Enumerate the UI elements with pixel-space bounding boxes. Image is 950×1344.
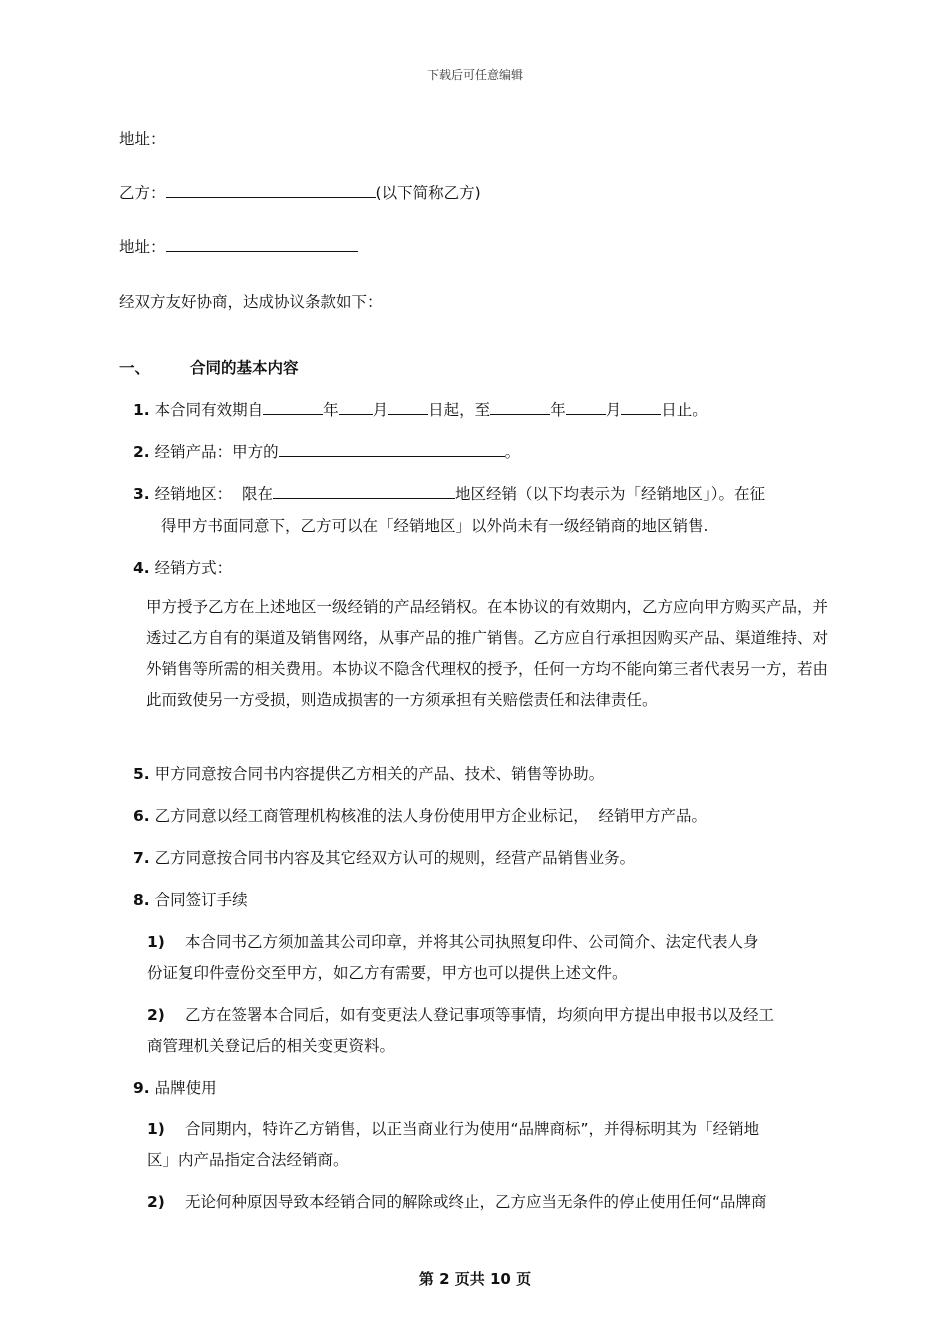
page-header-note: 下载后可任意编辑	[426, 68, 523, 82]
item-9-sub-2	[147, 1190, 767, 1212]
address-b-line	[119, 235, 358, 257]
start-day-blank[interactable]	[388, 400, 428, 415]
address-b-blank[interactable]	[166, 237, 358, 252]
item-8-sub-2-label: 2)	[147, 1006, 165, 1024]
item-8-sub-2	[147, 1003, 774, 1025]
item-7-number: 7.	[133, 849, 150, 867]
item-3-line2: 得甲方书面同意下，乙方可以在「经销地区」以外尚未有一级经销商的地区销售.	[161, 517, 709, 535]
item-1-number: 1.	[133, 401, 150, 419]
page-number: 第 2 页共 10 页	[418, 1270, 532, 1288]
item-5	[133, 762, 604, 784]
item-9-sub-1-line2: 区」内产品指定合法经销商。	[147, 1151, 349, 1169]
item-3-number: 3.	[133, 485, 150, 503]
item-5-text: 甲方同意按合同书内容提供乙方相关的产品、技术、销售等协助。	[154, 765, 605, 783]
item-9-number: 9.	[133, 1079, 150, 1097]
item-9-sub-1-line1: 合同期内，特许乙方销售，以正当商业行为使用“品牌商标”，并得标明其为「经销地	[185, 1120, 760, 1138]
section-number: 一、	[119, 359, 151, 377]
item-1	[133, 398, 708, 420]
start-year-blank[interactable]	[263, 400, 323, 415]
item-8	[133, 888, 248, 910]
party-b-line	[119, 181, 481, 203]
item-8-sub-1-line1: 本合同书乙方须加盖其公司印章，并将其公司执照复印件、公司简介、法定代表人身	[185, 933, 759, 951]
item-1-part-6: 日止。	[661, 401, 708, 419]
start-month-blank[interactable]	[339, 400, 373, 415]
item-4-body: 甲方授予乙方在上述地区一级经销的产品经销权。在本协议的有效期内，乙方应向甲方购买产品，并透过乙方自有的渠道及销售网络，从事产品的推广销售。乙方应自行承担因购买产品、渠道维持、对外销售等所需的相关费用。本协议不隐含代理权的授予，任何一方均不能向第三者代表另一方，若由此而致使另一方受损，则造成损害的一方须承担有关赔偿责任和法律责任。	[146, 598, 829, 709]
item-8-number: 8.	[133, 891, 150, 909]
item-4-number: 4.	[133, 559, 150, 577]
item-1-part-1: 年	[323, 401, 339, 419]
item-8-text: 合同签订手续	[154, 891, 248, 909]
item-3	[133, 482, 765, 504]
item-8-sub-2-line1: 乙方在签署本合同后，如有变更法人登记事项等事情，均须向甲方提出申报书以及经工	[185, 1006, 775, 1024]
item-7-text: 乙方同意按合同书内容及其它经双方认可的规则，经营产品销售业务。	[154, 849, 636, 867]
item-3-rest: 地区经销（以下均表示为「经销地区」）。在征	[454, 485, 765, 503]
item-9-sub-2-label: 2)	[147, 1193, 165, 1211]
item-1-part-2: 月	[372, 401, 389, 419]
item-9-sub-2-line1: 无论何种原因导致本经销合同的解除或终止，乙方应当无条件的停止使用任何“品牌商	[185, 1193, 767, 1211]
item-2-label: 经销产品：甲方的	[154, 443, 279, 461]
item-8-sub-1-label: 1)	[147, 933, 165, 951]
item-6-number: 6.	[133, 807, 150, 825]
item-1-part-3: 日起，至	[428, 401, 491, 419]
item-7	[133, 846, 635, 868]
party-b-label: 乙方：	[119, 184, 166, 202]
item-1-part-5: 月	[605, 401, 622, 419]
item-2-number: 2.	[133, 443, 150, 461]
item-8-sub-2-line2: 商管理机关登记后的相关变更资料。	[147, 1037, 396, 1055]
product-blank[interactable]	[279, 442, 505, 457]
item-5-number: 5.	[133, 765, 150, 783]
item-1-part-4: 年	[550, 401, 566, 419]
intro-text: 经双方友好协商，达成协议条款如下：	[119, 293, 383, 311]
item-9-sub-1	[147, 1117, 759, 1139]
item-9-sub-1-label: 1)	[147, 1120, 165, 1138]
address-a-label: 地址：	[119, 130, 166, 148]
item-2-end: 。	[504, 443, 521, 461]
item-8-sub-1-line2: 份证复印件壹份交至甲方，如乙方有需要，甲方也可以提供上述文件。	[147, 964, 628, 982]
party-b-suffix: (以下简称乙方)	[375, 184, 481, 202]
item-9	[133, 1076, 217, 1098]
item-4-label: 经销方式：	[154, 559, 233, 577]
item-8-sub-1	[147, 930, 759, 952]
item-4	[133, 556, 232, 578]
end-year-blank[interactable]	[490, 400, 550, 415]
region-blank[interactable]	[273, 484, 455, 499]
party-b-blank[interactable]	[166, 183, 376, 198]
item-1-part-0: 本合同有效期自	[154, 401, 264, 419]
section-title: 合同的基本内容	[190, 359, 299, 377]
address-b-label: 地址：	[119, 238, 166, 256]
end-day-blank[interactable]	[621, 400, 661, 415]
item-2	[133, 440, 520, 462]
item-6	[133, 804, 707, 826]
item-3-label: 经销地区： 限在	[154, 485, 273, 503]
item-9-text: 品牌使用	[154, 1079, 217, 1097]
end-month-blank[interactable]	[566, 400, 606, 415]
item-6-text: 乙方同意以经工商管理机构核准的法人身份使用甲方企业标记， 经销甲方产品。	[154, 807, 707, 825]
